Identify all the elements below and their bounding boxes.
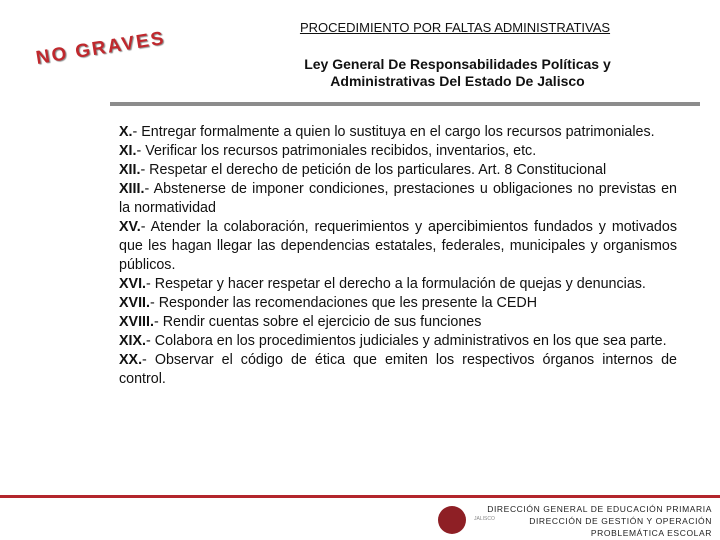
- item-text: - Atender la colaboración, requerimientos y apercibimientos fundados y motivados que les hagan llegar las dependencias estatales, federales, municipales y organismos públicos.: [119, 219, 677, 273]
- item-text: - Entregar formalmente a quien lo sustituya en el cargo los recursos patrimoniales.: [132, 124, 655, 140]
- footer-line3: PROBLEMÁTICA ESCOLAR: [590, 528, 712, 538]
- item-number: XIX.: [119, 333, 147, 349]
- item-text: - Observar el código de ética que emiten los respectivos órganos internos de control.: [119, 352, 677, 387]
- law-title-line2: Administrativas Del Estado De Jalisco: [330, 73, 585, 89]
- item-text: - Respetar y hacer respetar el derecho a la formulación de quejas y denuncias.: [146, 276, 646, 292]
- list-item: [119, 161, 677, 180]
- footer-bar: [0, 495, 720, 498]
- obligations-list: [119, 123, 677, 389]
- item-number: XI.: [119, 143, 137, 159]
- list-item: [119, 351, 677, 389]
- list-item: [119, 142, 677, 161]
- list-item: [119, 123, 677, 142]
- list-item: [119, 218, 677, 275]
- item-number: XIII.: [119, 181, 145, 197]
- seal-caption: JALISCO: [474, 516, 495, 522]
- item-number: XV.: [119, 219, 141, 235]
- list-item: [119, 294, 677, 313]
- item-text: - Respetar el derecho de petición de los particulares. Art. 8 Constitucional: [140, 162, 607, 178]
- law-title-line1: Ley General De Responsabilidades Políticas y: [304, 56, 611, 72]
- item-number: XVI.: [119, 276, 147, 292]
- list-item: [119, 275, 677, 294]
- item-text: - Responder las recomendaciones que les presente la CEDH: [150, 295, 538, 311]
- item-number: XX.: [119, 352, 143, 368]
- footer-line2: DIRECCIÓN DE GESTIÓN Y OPERACIÓN: [529, 516, 712, 526]
- item-text: - Rendir cuentas sobre el ejercicio de sus funciones: [153, 314, 482, 330]
- list-item: [119, 332, 677, 351]
- government-seal-logo: [438, 506, 466, 534]
- item-number: XVII.: [119, 295, 150, 311]
- item-number: XII.: [119, 162, 141, 178]
- list-item: [119, 313, 677, 332]
- header-divider: [110, 102, 700, 106]
- item-text: - Verificar los recursos patrimoniales recibidos, inventarios, etc.: [136, 143, 537, 159]
- list-item: [119, 180, 677, 218]
- item-number: X.: [119, 124, 133, 140]
- footer-line1: DIRECCIÓN GENERAL DE EDUCACIÓN PRIMARIA: [487, 504, 712, 514]
- item-text: - Abstenerse de imponer condiciones, prestaciones u obligaciones no previstas en la normatividad: [119, 181, 677, 216]
- page-top-title: PROCEDIMIENTO POR FALTAS ADMINISTRATIVAS: [299, 20, 611, 35]
- law-title: [255, 56, 660, 90]
- item-number: XVIII.: [119, 314, 154, 330]
- item-text: - Colabora en los procedimientos judiciales y administrativos en los que sea parte.: [146, 333, 667, 349]
- no-graves-stamp: NO GRAVES: [34, 27, 167, 70]
- footer-institution: [487, 503, 712, 539]
